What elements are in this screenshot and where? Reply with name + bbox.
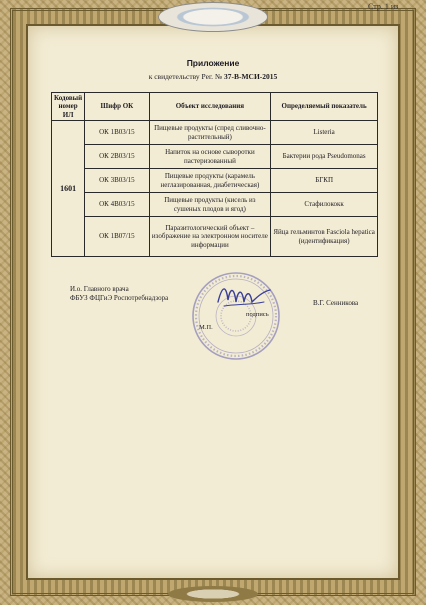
page-number: Стр. 1 из: [368, 2, 399, 11]
top-emblem-ornament: [158, 2, 268, 32]
header-cipher: Шифр ОК: [85, 93, 149, 121]
subtitle-prefix: к свидетельству Рег. №: [148, 72, 223, 81]
handwritten-signature: [214, 280, 274, 314]
lab-code-cell: 1601: [52, 121, 85, 257]
indicator-cell: Listeria: [271, 121, 378, 145]
document-subtitle: [0, 72, 426, 81]
signature-caption: подпись: [246, 311, 269, 318]
indicator-cell: Яйца гельминтов Fasciola hepatica (идентификация): [271, 217, 378, 257]
position-line-2: ФБУЗ ФЦГиЭ Роспотребнадзора: [70, 294, 169, 303]
cipher-cell: ОК 2В03/15: [85, 145, 149, 169]
document-title: Приложение: [186, 58, 240, 68]
table-row: [52, 169, 378, 193]
table-header-row: [52, 93, 378, 121]
header-object: Объект исследования: [149, 93, 271, 121]
header-code: Кодовый номер ИЛ: [52, 93, 85, 121]
cipher-cell: ОК 4В03/15: [85, 193, 149, 217]
indicator-cell: Стафилококк: [271, 193, 378, 217]
results-table: [51, 92, 378, 257]
object-cell: Пищевые продукты (кисель из сушеных плодов и ягод): [149, 193, 271, 217]
registration-number: 37-В-МСИ-2015: [223, 72, 278, 81]
stamp-caption: М.П.: [199, 324, 213, 331]
object-cell: Пищевые продукты (карамель неглазированная, диабетическая): [149, 169, 271, 193]
table-row: [52, 145, 378, 169]
cipher-cell: ОК 3В03/15: [85, 169, 149, 193]
bottom-ornament: [168, 586, 258, 602]
signatory-position: [70, 285, 168, 304]
table-row: [52, 121, 378, 145]
position-line-1: И.о. Главного врача: [70, 285, 129, 293]
indicator-cell: БГКП: [271, 169, 378, 193]
object-cell: Напиток на основе сыворотки пастеризованный: [149, 145, 271, 169]
signatory-name: В.Г. Сенникова: [313, 299, 359, 307]
object-cell: Пищевые продукты (спред сливочно-растительный): [149, 121, 271, 145]
object-cell: Паразитологический объект – изображение на электронном носителе информации: [149, 217, 271, 257]
table-row: [52, 217, 378, 257]
cipher-cell: ОК 1В07/15: [85, 217, 149, 257]
table-row: [52, 193, 378, 217]
indicator-cell: Бактерии рода Pseudomonas: [271, 145, 378, 169]
header-indicator: Определяемый показатель: [271, 93, 378, 121]
cipher-cell: ОК 1В03/15: [85, 121, 149, 145]
